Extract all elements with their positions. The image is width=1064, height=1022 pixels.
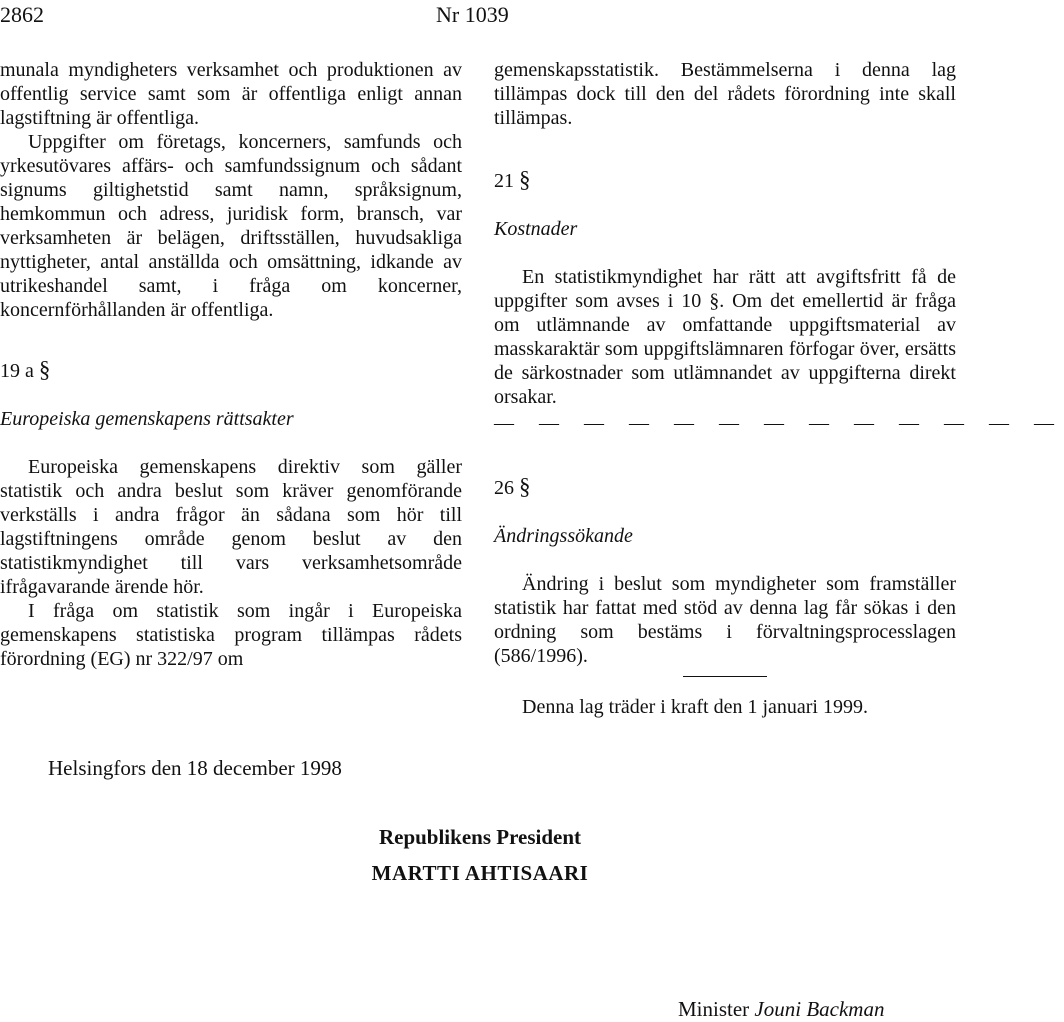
president-title: Republikens President — [378, 825, 582, 849]
section-symbol: § — [38, 357, 51, 382]
paragraph: gemenskapsstatistik. Bestämmelserna i denna lag tillämpas dock till den del rådets förordning inte skall tillämpas. — [494, 59, 956, 129]
president-name: MARTTI AHTISAARI — [371, 861, 589, 885]
paragraph: munala myndigheters verksamhet och produktionen av offentlig service samt som är offentliga enligt annan lagstiftning är offentliga. — [0, 59, 462, 129]
paragraph: I fråga om statistik som ingår i Europeiska gemenskapens statistiska program tillämpas rådets förordning (EG) nr 322/97 om — [0, 600, 462, 670]
section-heading — [494, 168, 956, 193]
right-column — [494, 58, 1064, 719]
issue-number: Nr 1039 — [436, 2, 509, 27]
section-symbol: § — [519, 167, 531, 192]
omission-dashes: — — — — — — — — — — — — — — [494, 412, 1064, 434]
paragraph: Uppgifter om företags, koncerners, samfunds och yrkesutövares affärs- och samfundssignum och sådant signums giltighetstid samt namn, språksignum, hemkommun och adress, juridisk form, bransch, var verksamheten är belägen, driftsställen, huvudsakliga nyttigheter, antal anställda och omsättning, idkande av utrikeshandel samt, i fråga om koncerner, koncernförhållanden är offentliga. — [0, 131, 462, 321]
section-number: 21 — [494, 170, 514, 192]
minister-name: Jouni Backman — [754, 997, 885, 1021]
paragraph: Europeiska gemenskapens direktiv som gäller statistik och andra beslut som kräver genomförande verkställs i andra frågor än sådana som hör till lagstiftningens område genom beslut av den statistikmyndighet till vars verksamhetsområde ifrågavarande ärende hör. — [0, 456, 462, 598]
paragraph: Denna lag träder i kraft den 1 januari 1999. — [522, 696, 868, 718]
left-column — [0, 58, 462, 671]
paragraph: Ändring i beslut som myndigheter som framställer statistik har fattat med stöd av denna lag får sökas i den ordning som bestäms i förvaltningsprocesslagen (586/1996). — [494, 573, 956, 667]
section-title: Ändringssökande — [494, 525, 633, 547]
section-symbol: § — [519, 474, 531, 499]
divider — [683, 676, 767, 677]
section-heading — [494, 475, 956, 500]
page-number: 2862 — [0, 2, 44, 27]
paragraph: En statistikmyndighet har rätt att avgiftsfritt få de uppgifter som avses i 10 §. Om det emellertid är fråga om utlämnande av omfattande uppgiftsmaterial av masskaraktär som uppgiftslämnaren förfogar över, ersätts de särkostnader som utlämnandet av uppgifterna direkt orsakar. — [494, 266, 956, 408]
section-number: 26 — [494, 477, 514, 499]
section-title: Europeiska gemenskapens rättsakter — [0, 408, 294, 430]
place-date: Helsingfors den 18 december 1998 — [48, 756, 342, 780]
minister-label: Minister — [678, 997, 750, 1021]
section-number: 19 a — [0, 360, 34, 382]
section-heading — [0, 358, 462, 383]
section-title: Kostnader — [494, 218, 578, 240]
minister-signature — [678, 997, 884, 1022]
